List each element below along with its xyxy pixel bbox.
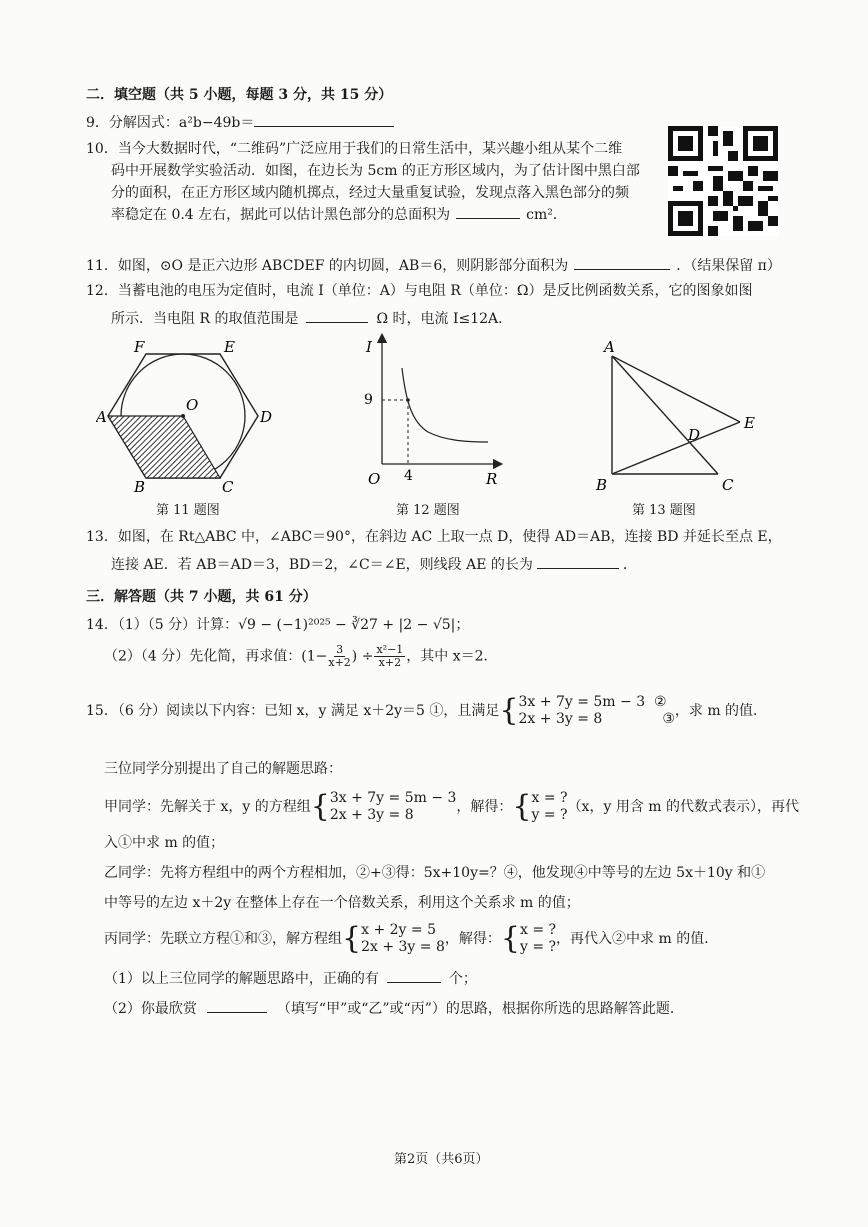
student-bing-line: 丙同学：先联立方程①和③，解方程组{ x + 2y = 5 2x + 3y = 8 ，解得：{ x = ? y = ? ，再代入②中求 m 的值． xyxy=(104,921,719,956)
part-label: （2）（4 分）先化简，再求值：(1− xyxy=(104,648,328,665)
tick-label-9: 9 xyxy=(364,392,373,408)
question-number: 10． xyxy=(86,141,118,157)
ideas-intro: 三位同学分别提出了自己的解题思路： xyxy=(104,761,342,777)
solution-system xyxy=(520,922,556,956)
label-E: E xyxy=(224,338,235,356)
equation: 2x + 3y = 8 xyxy=(329,807,414,823)
section-2-title: 二．填空题（共 5 小题，每题 3 分，共 15 分） xyxy=(86,87,393,103)
question-text: （2）你最欣赏 xyxy=(104,1001,197,1017)
student-jia-line-2: 入①中求 m 的值； xyxy=(104,835,225,851)
answer-blank[interactable] xyxy=(574,255,670,270)
question-text: （x，y 用含 m 的代数式表示），再代 xyxy=(567,799,799,815)
numerator: x²−1 xyxy=(376,643,404,656)
figure-11-hexagon xyxy=(96,336,286,496)
label-O: O xyxy=(186,396,199,414)
math-operator: ) ÷ xyxy=(351,648,374,665)
figure-12-graph xyxy=(358,332,508,492)
label-F: F xyxy=(134,338,145,356)
answer-blank[interactable] xyxy=(207,998,267,1013)
equation-mark: ③ xyxy=(662,711,675,727)
student-jia-line: 甲同学：先解关于 x，y 的方程组{ 3x + 7y = 5m − 3 2x + 3y = 8 ，解得：{ x = ? y = ? （x，y 用含 m 的代数式表示），再代 xyxy=(104,789,799,824)
question-12 xyxy=(86,280,753,330)
subquestion-2 xyxy=(104,998,684,1018)
question-number: 9． xyxy=(86,115,109,131)
label-D: D xyxy=(260,408,273,426)
equation-system xyxy=(361,922,445,956)
equation: y = ? xyxy=(519,939,557,955)
equation: x = ? xyxy=(531,790,568,806)
label-C: C xyxy=(722,476,734,494)
question-text: ，解得： xyxy=(444,931,501,947)
origin-label-O: O xyxy=(368,470,381,488)
question-text: 所示．当电阻 R 的取值范围是 xyxy=(111,311,299,327)
question-number: 15． xyxy=(86,703,118,719)
equation: x + 2y = 5 xyxy=(361,922,436,938)
question-text: 如图，⊙O 是正六边形 ABCDEF 的内切圆，AB＝6，则阴影部分面积为 xyxy=(117,258,569,274)
figure-13-triangle xyxy=(590,336,770,496)
question-number: 13． xyxy=(86,529,118,545)
question-15-intro: 15．（6 分）阅读以下内容：已知 x，y 满足 x＋2y＝5 ①，且满足{ 3x + 7y = 5m − 3 ② 2x + 3y = 8 ③ ，求 m 的值． xyxy=(86,693,768,728)
question-text: 丙同学：先联立方程①和③，解方程组 xyxy=(104,931,342,947)
question-number: 14． xyxy=(86,617,118,633)
question-11 xyxy=(86,255,781,275)
equation: 3x + 7y = 5m − 3 xyxy=(518,694,646,710)
fraction xyxy=(374,644,405,669)
solution-system xyxy=(532,790,568,824)
axis-label-I: I xyxy=(366,338,372,356)
question-text: ． xyxy=(622,557,637,573)
denominator: x+2 xyxy=(378,656,402,669)
question-14-part-2 xyxy=(104,644,498,669)
question-text: 如图，在 Rt△ABC 中，∠ABC＝90°，在斜边 AC 上取一点 D，使得 AD＝AB，连接 BD 并延长至点 E， xyxy=(117,529,782,545)
equation-mark: ② xyxy=(654,694,667,710)
axis-label-R: R xyxy=(486,470,498,488)
question-text-line: 码中开展数学实验活动．如图，在边长为 5cm 的正方形区域内，为了估计图中黑白部 xyxy=(111,163,640,179)
student-yi-line: 乙同学：先将方程组中的两个方程相加，②+③得：5x+10y=？④，他发现④中等号的左边 5x＋10y 和① xyxy=(104,865,766,881)
part-label: （1）（5 分）计算： xyxy=(117,617,239,633)
question-13 xyxy=(86,526,782,576)
equation-system xyxy=(519,694,675,728)
label-C: C xyxy=(222,478,234,496)
question-text: （6 分）阅读以下内容：已知 x，y 满足 x＋2y＝5 ①，且满足 xyxy=(117,703,500,719)
student-yi-line-2: 中等号的左边 x＋2y 在整体上存在一个倍数关系，利用这个关系求 m 的值； xyxy=(104,895,580,911)
unit-text: cm²． xyxy=(526,207,567,223)
question-text: 分解因式：a²b−49b＝ xyxy=(108,115,255,131)
question-text: 连接 AE．若 AB＝AD＝3，BD＝2，∠C＝∠E，则线段 AE 的长为 xyxy=(111,557,533,573)
fraction xyxy=(328,644,350,669)
equation: 2x + 3y = 8 xyxy=(518,711,603,727)
label-A: A xyxy=(96,408,107,426)
figure-11-caption: 第 11 题图 xyxy=(156,503,220,518)
question-text: 甲同学：先解关于 x，y 的方程组 xyxy=(104,799,311,815)
label-A: A xyxy=(604,338,615,356)
question-text: （填写“甲”或“乙”或“丙”）的思路，根据你所选的思路解答此题． xyxy=(276,1001,684,1017)
math-expression: √9 − (−1)²⁰²⁵ − ∛27 + |2 − √5|； xyxy=(238,617,470,633)
question-14-part-1 xyxy=(86,614,469,634)
question-text: 当蓄电池的电压为定值时，电流 I（单位：A）与电阻 R（单位：Ω）是反比例函数关系，它的图象如图 xyxy=(117,283,753,299)
equation: 2x + 3y = 8 xyxy=(361,939,445,955)
equation: 3x + 7y = 5m − 3 xyxy=(329,790,457,806)
figure-12-caption: 第 12 题图 xyxy=(396,503,460,518)
equation: x = ? xyxy=(519,922,557,938)
question-text: ，解得： xyxy=(456,799,513,815)
label-E: E xyxy=(744,414,755,432)
equation: y = ? xyxy=(531,807,568,823)
question-text-line: 当今大数据时代，“二维码”广泛应用于我们的日常生活中，某兴趣小组从某个二维 xyxy=(117,141,623,157)
numerator: 3 xyxy=(336,643,344,656)
question-text: 个； xyxy=(448,971,477,987)
question-text: ，其中 x＝2． xyxy=(406,648,498,665)
qr-code-image xyxy=(668,126,778,236)
label-B: B xyxy=(596,476,608,494)
page-number: 第2页（共6页） xyxy=(394,1152,489,1167)
question-number: 12． xyxy=(86,283,118,299)
question-text: Ω 时，电流 I≤12A． xyxy=(376,311,513,327)
tick-label-4: 4 xyxy=(404,468,413,484)
section-3-title: 三．解答题（共 7 小题，共 61 分） xyxy=(86,589,317,605)
question-text-line: 率稳定在 0.4 左右，据此可以估计黑色部分的总面积为 xyxy=(111,207,451,223)
answer-blank[interactable] xyxy=(456,204,520,219)
subquestion-1 xyxy=(104,968,477,988)
answer-blank[interactable] xyxy=(537,554,619,569)
question-10 xyxy=(86,138,640,226)
label-B: B xyxy=(134,478,146,496)
label-D: D xyxy=(688,426,701,444)
question-text-line: 分的面积，在正方形区域内随机掷点，经过大量重复试验，发现点落入黑色部分的频 xyxy=(111,185,629,201)
question-9 xyxy=(86,112,394,132)
question-number: 11． xyxy=(86,258,118,274)
figure-13-caption: 第 13 题图 xyxy=(632,503,696,518)
answer-blank[interactable] xyxy=(387,968,441,983)
equation-system xyxy=(330,790,457,824)
answer-blank[interactable] xyxy=(254,112,394,127)
question-text: ，求 m 的值． xyxy=(674,703,768,719)
denominator: x+2 xyxy=(328,656,351,669)
question-text: （1）以上三位同学的解题思路中，正确的有 xyxy=(104,971,379,987)
question-text-tail: ．（结果保留 π） xyxy=(676,258,781,274)
question-text: ，再代入②中求 m 的值． xyxy=(556,931,719,947)
answer-blank[interactable] xyxy=(306,308,368,323)
